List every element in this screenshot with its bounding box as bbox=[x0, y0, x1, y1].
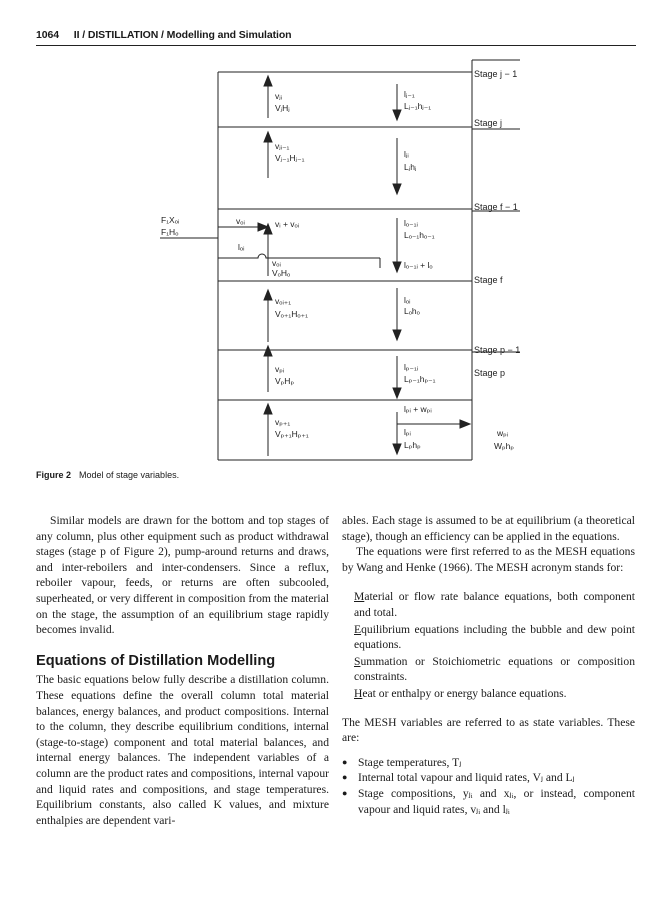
liquid-label-pm1-b: Lₚ₋₁hₚ₋₁ bbox=[404, 374, 436, 384]
state-variable-item: ● Stage temperatures, Tⱼ bbox=[342, 755, 635, 771]
vapour-label-jm1-b: Vⱼ₋₁Hⱼ₋₁ bbox=[275, 153, 305, 163]
vapour-label-p-b: VₚHₚ bbox=[275, 376, 295, 386]
mesh-item-m: Material or flow rate balance equations, both component and total. bbox=[354, 590, 635, 619]
left-paragraph-2: The basic equations below fully describe a distillation column. These equations define the overall column total material balances, energy balances, and product compositions. Internal to the column, they describe equilibrium conditions, internal (stage-to-stage) component and total material balances, and internal energy balances. The independent variables of a column are the product rates and compositions, internal vapour and liquid rates and compositions, and stage temperatures. Equilibrium constants, also called K values, and mixture enthalpies are dependent vari- bbox=[36, 673, 329, 827]
vapour-label-fp1-a: vₒᵢ₊₁ bbox=[275, 296, 292, 306]
vapour-label-f-a: vₒᵢ bbox=[272, 258, 281, 268]
liquid-label-j-b: Lⱼhⱼ bbox=[404, 162, 417, 172]
stage-label-j-minus-1: Stage j − 1 bbox=[474, 69, 518, 79]
state-variable-item: ● Stage compositions, yⱼᵢ and xⱼᵢ, or instead, component vapour and liquid rates, vⱼᵢ and lⱼᵢ bbox=[342, 786, 635, 817]
figure-caption-label: Figure 2 bbox=[36, 470, 72, 480]
vapour-label-p-a: vₚᵢ bbox=[275, 364, 285, 374]
liquid-product-sum-label: lₚᵢ + wₚᵢ bbox=[404, 404, 432, 414]
feed-vapour-label: vₒᵢ bbox=[236, 216, 245, 226]
liquid-label-fm1-a: lₒ₋₁ᵢ bbox=[404, 218, 418, 228]
feed-label-1: F₁Xₒᵢ bbox=[161, 215, 180, 225]
stage-label-f: Stage f bbox=[474, 275, 503, 285]
left-column bbox=[36, 513, 329, 828]
figure-caption-text: Model of stage variables. bbox=[79, 470, 180, 480]
feed-liquid-label: lₒᵢ bbox=[238, 242, 245, 252]
state-variable-list bbox=[342, 755, 635, 817]
feed-label-2: F₁Hₒ bbox=[161, 227, 179, 237]
liquid-label-jm1-b: Lⱼ₋₁hⱼ₋₁ bbox=[404, 101, 432, 111]
vapour-arrows bbox=[264, 76, 272, 456]
vapour-label-pp1-b: Vₚ₊₁Hₚ₊₁ bbox=[275, 429, 309, 439]
vapour-label-pp1-a: vₚ₊₁ bbox=[275, 417, 291, 427]
stage-label-p: Stage p bbox=[474, 368, 506, 378]
figure-caption bbox=[36, 470, 179, 480]
vapour-sum-label: vᵢ + vₒᵢ bbox=[275, 219, 300, 229]
vapour-labels bbox=[272, 91, 309, 439]
stage-label-f-minus-1: Stage f − 1 bbox=[474, 202, 518, 212]
liquid-sum-label: lₒ₋₁ᵢ + lₒ bbox=[404, 260, 433, 270]
page-number: 1064 bbox=[36, 29, 59, 41]
right-paragraph-3: The MESH variables are referred to as state variables. These are: bbox=[342, 715, 635, 745]
liquid-label-fm1-b: Lₒ₋₁hₒ₋₁ bbox=[404, 230, 435, 240]
liquid-label-p-b: Lₚhₚ bbox=[404, 440, 421, 450]
mesh-item-s: Summation or Stoichiometric equations or composition constraints. bbox=[354, 654, 635, 684]
liquid-label-f-a: lₒᵢ bbox=[404, 295, 411, 305]
vapour-label-f-b: VₒHₒ bbox=[272, 268, 291, 278]
vapour-label-jm1-a: vⱼᵢ₋₁ bbox=[275, 141, 290, 151]
stage-labels bbox=[474, 69, 520, 378]
stage-label-p-minus-1: Stage p − 1 bbox=[474, 345, 521, 355]
withdrawal-label-a: wₚᵢ bbox=[497, 428, 509, 438]
liquid-label-jm1-a: lⱼ₋₁ bbox=[404, 89, 415, 99]
liquid-label-pm1-a: lₚ₋₁ᵢ bbox=[404, 362, 419, 372]
liquid-label-j-a: lⱼᵢ bbox=[404, 149, 409, 159]
right-column bbox=[342, 513, 635, 817]
liquid-label-f-b: Lₒhₒ bbox=[404, 306, 420, 316]
stage-label-j: Stage j bbox=[474, 118, 503, 128]
feed-labels bbox=[161, 215, 245, 252]
left-paragraph-1: Similar models are drawn for the bottom and top stages of any column, plus other equipment such as product withdrawal stages (stage p of Figure 2), pump-around returns and draws, and inter-reboilers and inter-condensers. Since a reflux, reboiler vapour, feeds, or returns are often subcooled, superheated, or very different in composition from the material on the stage, the assumption of an equilibrium stage rapidly becomes invalid. bbox=[36, 514, 329, 637]
vapour-label-fp1-b: Vₒ₊₁Hₒ₊₁ bbox=[275, 309, 308, 319]
vapour-label-j-a: vⱼᵢ bbox=[275, 91, 283, 101]
mesh-item-h: Heat or enthalpy or energy balance equations. bbox=[354, 686, 567, 700]
liquid-labels bbox=[404, 89, 514, 451]
withdrawal-label-b: Wₚhₚ bbox=[494, 441, 515, 451]
running-title: II / DISTILLATION / Modelling and Simulation bbox=[73, 29, 292, 41]
liquid-label-p-a: lₚᵢ bbox=[404, 427, 411, 437]
mesh-item-e: Equilibrium equations including the bubble and dew point equations. bbox=[354, 622, 635, 652]
state-variable-item: ● Internal total vapour and liquid rates, Vⱼ and Lⱼ bbox=[342, 770, 635, 786]
vapour-label-j-b: VⱼHⱼ bbox=[275, 103, 290, 113]
right-paragraph-2: The equations were first referred to as the MESH equations by Wang and Henke (1966). The MESH acronym stands for: bbox=[342, 545, 635, 574]
section-heading: Equations of Distillation Modelling bbox=[36, 652, 276, 669]
mesh-list bbox=[342, 589, 635, 701]
right-paragraph-1: ables. Each stage is assumed to be at equilibrium (a theoretical stage), though an efficiency can be applied in the equations. bbox=[342, 514, 635, 543]
